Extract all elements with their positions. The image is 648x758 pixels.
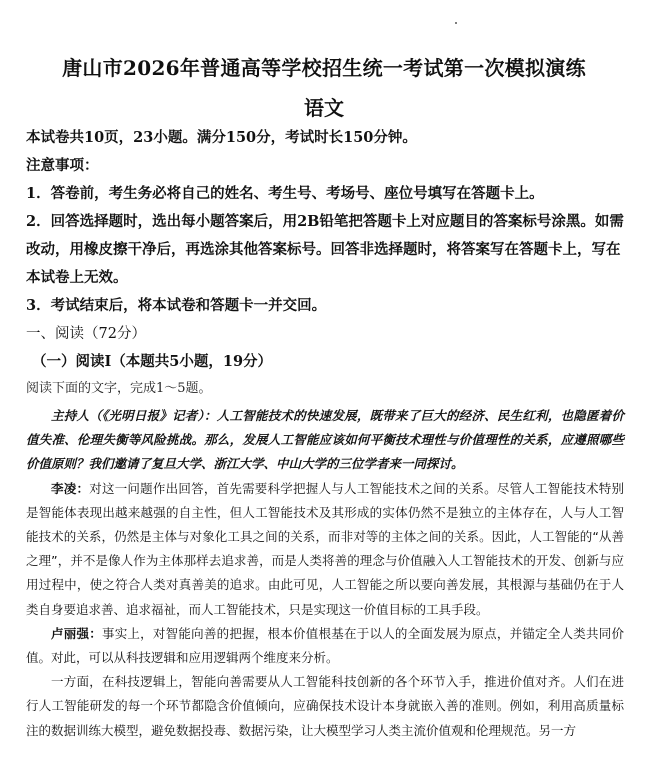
document-body	[26, 124, 624, 743]
subsection-heading: （一）阅读Ⅰ（本题共5小题，19分）	[32, 353, 273, 370]
speaker-li: 李凌：	[51, 480, 90, 496]
notice-item-3: 3．考试结束后，将本试卷和答题卡一并交回。	[26, 297, 327, 314]
subject-title: 语文	[304, 96, 344, 120]
speck	[455, 22, 457, 24]
exam-info: 本试卷共10页，23小题。满分150分，考试时长150分钟。	[26, 129, 417, 146]
paragraph-text: 对这一问题作出回答，首先需要科学把握人与人工智能技术之间的关系。尽管人工智能技术特别是智能体表现出越来越强的自主性，但人工智能技术及其形成的实体仍然不是独立的主体存在，人与人工智能技术的关系，仍然是主体与对象化工具之间的关系，而非对等的主体之间的关系。因此，人工智能的“从善之理”，并不是像人作为主体那样去追求善，而是人类将善的理念与价值融入人工智能技术的开发、创新与应用过程中，使之符合人类对真善美的追求。由此可见，人工智能之所以要向善发展，其根源与基础仍在于人类自身要追求善、追求福祉，而人工智能技术，只是实现这一价值目标的工具手段。	[26, 480, 624, 617]
notice-item-2: 2．回答选择题时，选出每小题答案后，用2B铅笔把答题卡上对应题目的答案标号涂黑。如需改动，用橡皮擦干净后，再选涂其他答案标号。回答非选择题时，将答案写在答题卡上，写在本试卷上无效。	[26, 213, 624, 286]
notice-heading: 注意事项：	[26, 157, 99, 174]
article-paragraph-li	[26, 477, 624, 622]
paragraph-text: 一方面，在科技逻辑上，智能向善需要从人工智能科技创新的各个环节入手，推进价值对齐。人们在进行人工智能研发的每一个环节都隐含价值倾向，应确保技术设计本身就嵌入善的准则。例如，利用高质量标注的数据训练大模型，避免数据投毒、数据污染，让大模型学习人类主流价值观和伦理规范。另一方	[26, 674, 624, 738]
instruction: 阅读下面的文字，完成1～5题。	[26, 381, 212, 396]
notice-item-1: 1．答卷前，考生务必将自己的姓名、考生号、考场号、座位号填写在答题卡上。	[26, 185, 544, 202]
page-title: 唐山市2026年普通高等学校招生统一考试第一次模拟演练	[62, 56, 586, 80]
article-paragraph-lu	[26, 622, 624, 670]
article-paragraph-host	[26, 404, 624, 477]
speaker-lu: 卢丽强：	[51, 625, 102, 641]
speaker-host: 主持人（《光明日报》记者）：	[51, 408, 217, 423]
part-heading: 一、阅读（72分）	[26, 326, 146, 342]
paragraph-text: 事实上，对智能向善的把握，根本价值根基在于以人的全面发展为原点，并锚定全人类共同价值。对此，可以从科技逻辑和应用逻辑两个维度来分析。	[26, 625, 624, 666]
article-paragraph-4	[26, 670, 624, 743]
paragraph-text: 人工智能技术的快速发展，既带来了巨大的经济、民生红利，也隐匿着价值失准、伦理失衡等风险挑战。那么，发展人工智能应该如何平衡技术理性与价值理性的关系，应遵照哪些价值原则？我们邀请了复旦大学、浙江大学、中山大学的三位学者来一同探讨。	[26, 408, 624, 472]
